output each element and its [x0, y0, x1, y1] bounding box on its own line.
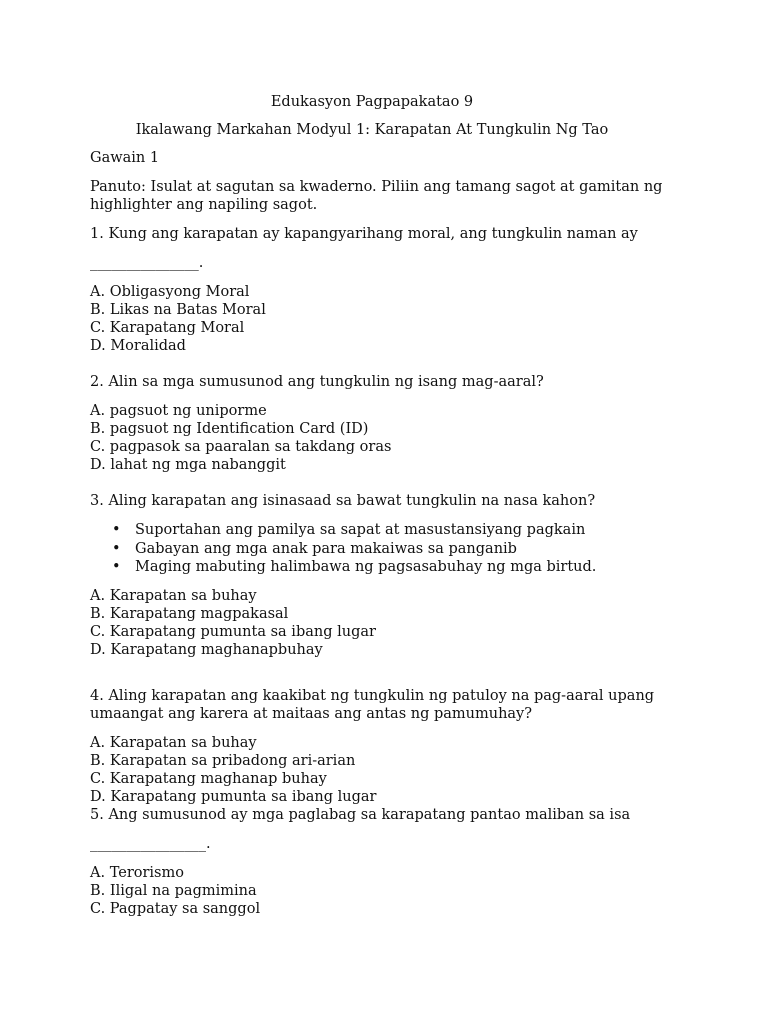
question-4 [90, 687, 710, 806]
option: B. pagsuot ng Identification Card (ID) [90, 421, 369, 437]
instructions-line: highlighter ang napiling sagot. [90, 197, 318, 213]
option: C. Karapatang pumunta sa ibang lugar [90, 623, 376, 640]
option: D. Karapatang pumunta sa ibang lugar [90, 788, 377, 805]
instructions-line: Panuto: Isulat at sagutan sa kwaderno. Piliin ang tamang sagot at gamitan ng [90, 179, 663, 195]
options-list [90, 864, 710, 918]
question-stem: 1. Kung ang karapatan ay kapangyarihang moral, ang tungkulin naman ay [90, 226, 638, 242]
question-1 [90, 225, 710, 355]
duties-list [90, 521, 710, 577]
document-title: Edukasyon Pagpapakatao 9 [270, 94, 474, 110]
option: A. Terorismo [90, 864, 184, 881]
option: A. Obligasyong Moral [90, 284, 250, 300]
option: C. pagpasok sa paaralan sa takdang oras [90, 439, 392, 455]
option: C. Karapatang Moral [90, 320, 245, 336]
option: C. Pagpatay sa sanggol [90, 900, 261, 917]
question-5 [90, 806, 710, 918]
option: B. Karapatang magpakasal [90, 605, 289, 622]
option: A. Karapatan sa buhay [90, 587, 257, 604]
option: B. Iligal na pagmimina [90, 882, 257, 899]
list-item: • Maging mabuting halimbawa ng pagsasabuhay ng mga birtud. [112, 559, 597, 575]
options-list [90, 402, 710, 474]
option: B. Karapatan sa pribadong ari-arian [90, 752, 356, 769]
question-3 [90, 492, 710, 659]
question-stem: 4. Aling karapatan ang kaakibat ng tungkulin ng patuloy na pag-aaral upang [90, 687, 655, 704]
document-page [90, 93, 710, 918]
option: A. pagsuot ng uniporme [90, 403, 267, 419]
option: B. Likas na Batas Moral [90, 302, 266, 318]
option: A. Karapatan sa buhay [90, 734, 257, 751]
bullet-icon: • [112, 559, 121, 575]
question-2 [90, 373, 710, 474]
option: D. lahat ng mga nabanggit [90, 457, 286, 473]
options-list [90, 283, 710, 355]
answer-blank: ________________. [90, 835, 211, 852]
option: D. Karapatang maghanapbuhay [90, 641, 323, 658]
option: D. Moralidad [90, 338, 186, 354]
list-item: • Gabayan ang mga anak para makaiwas sa panganib [112, 540, 517, 557]
options-list [90, 734, 710, 806]
question-stem: umaangat ang karera at maitaas ang antas ng pamumuhay? [90, 705, 533, 722]
question-stem: 3. Aling karapatan ang isinasaad sa bawat tungkulin na nasa kahon? [90, 493, 596, 509]
document-subtitle: Ikalawang Markahan Modyul 1: Karapatan At Tungkulin Ng Tao [135, 122, 609, 138]
instructions [90, 178, 710, 214]
question-stem: 2. Alin sa mga sumusunod ang tungkulin ng isang mag-aaral? [90, 374, 544, 390]
list-item: • Suportahan ang pamilya sa sapat at masustansiyang pagkain [112, 522, 586, 538]
bullet-icon: • [112, 540, 121, 557]
activity-heading: Gawain 1 [90, 150, 160, 166]
option: C. Karapatang maghanap buhay [90, 770, 327, 787]
bullet-icon: • [112, 522, 121, 538]
options-list [90, 587, 710, 659]
question-stem: 5. Ang sumusunod ay mga paglabag sa karapatang pantao maliban sa isa [90, 806, 631, 823]
answer-blank: _______________. [90, 255, 204, 271]
